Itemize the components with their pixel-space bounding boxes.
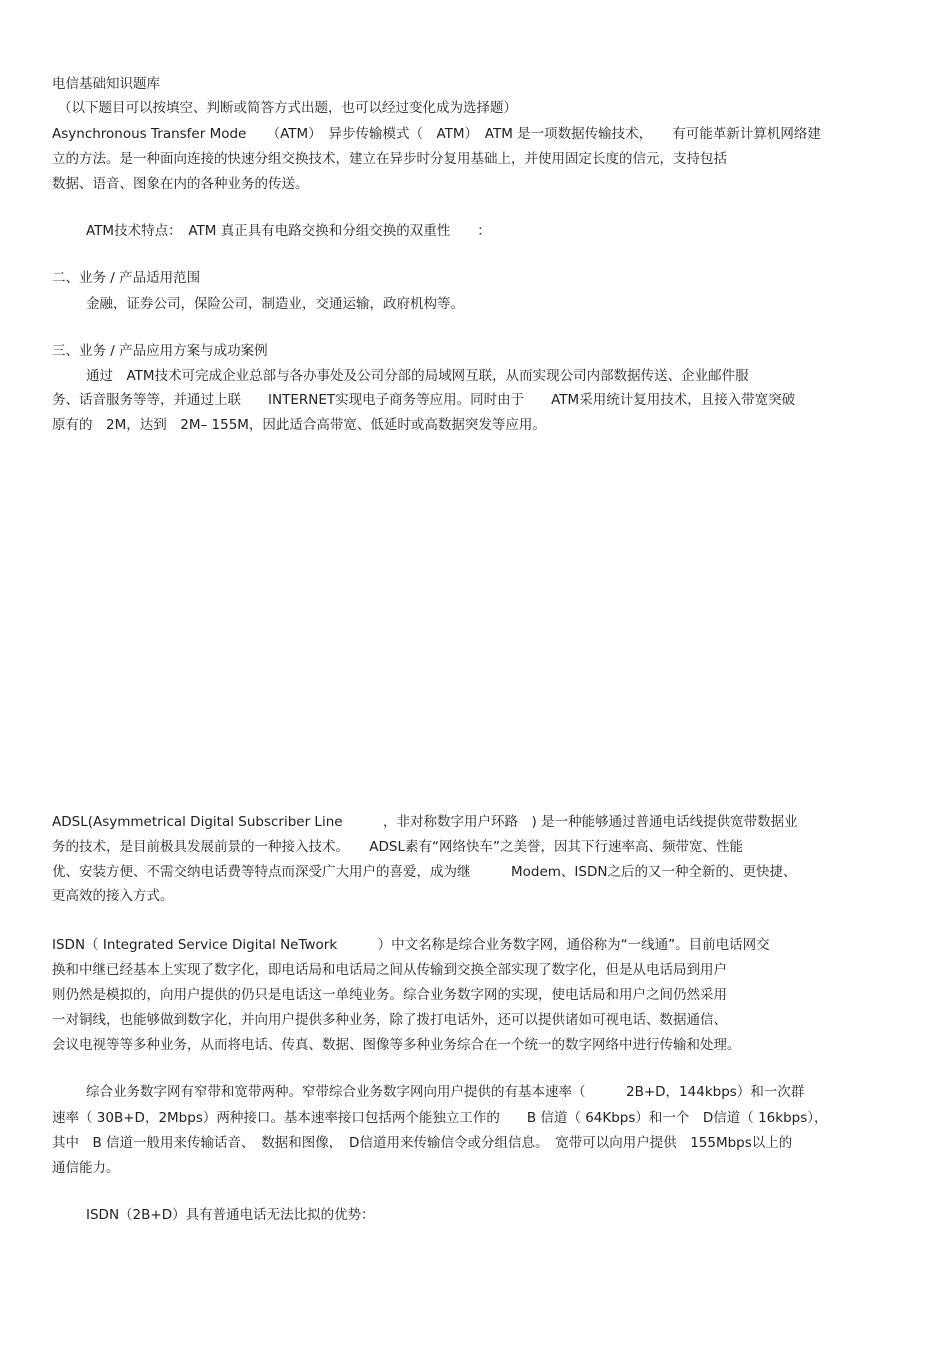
adsl-line-2: 务的技术，是目前极具发展前景的一种接入技术。 ADSL素有“网络快车”之美誉，因其下行速率高、频带宽、性能 [52, 839, 743, 855]
isdn-line-5: 会议电视等等多种业务，从而将电话、传真、数据、图像等多种业务综合在一个统一的数字网络中进行传输和处理。 [52, 1037, 741, 1053]
atm-feature-line: ATM技术特点： ATM 真正具有电路交换和分组交换的双重性 ： [86, 223, 491, 239]
isdn-line-3: 则仍然是模拟的，向用户提供的仍只是电话这一单纯业务。综合业务数字网的实现，使电话局和用户之间仍然采用 [52, 987, 727, 1003]
isdn-line-4: 一对铜线，也能够做到数字化，并向用户提供多种业务，除了拨打电话外，还可以提供诸如可视电话、数据通信、 [52, 1012, 727, 1028]
adsl-line-4: 更高效的接入方式。 [52, 888, 174, 904]
doc-title: 电信基础知识题库 [52, 76, 160, 92]
isdn-rates-line-1: 综合业务数字网有窄带和宽带两种。窄带综合业务数字网向用户提供的有基本速率（ 2B+D，144kbps）和一次群 [86, 1084, 805, 1100]
isdn-line-1: ISDN（ Integrated Service Digital NeTwork ）中文名称是综合业务数字网，通俗称为“一线通”。目前电话网交 [52, 937, 770, 953]
doc-subtitle: （以下题目可以按填空、判断或简答方式出题，也可以经过变化成为选择题） [58, 100, 517, 116]
adsl-line-1: ADSL(Asymmetrical Digital Subscriber Line ，非对称数字用户环路 ) 是一种能够通过普通电话线提供宽带数据业 [52, 814, 798, 830]
adsl-line-3: 优、安装方便、不需交纳电话费等特点而深受广大用户的喜爱，成为继 Modem、ISDN之后的又一种全新的、更快捷、 [52, 864, 797, 880]
atm-paragraph-line-2: 立的方法。是一种面向连接的快速分组交换技术，建立在异步时分复用基础上，并使用固定长度的信元，支持包括 [52, 151, 727, 167]
atm-paragraph-line-1: Asynchronous Transfer Mode （ATM） 异步传输模式（ ATM） ATM 是一项数据传输技术， 有可能革新计算机网络建 [52, 126, 821, 142]
isdn-rates-line-4: 通信能力。 [52, 1160, 120, 1176]
section3-line-2: 务、话音服务等等，并通过上联 INTERNET实现电子商务等应用。同时由于 ATM采用统计复用技术，且接入带宽突破 [52, 392, 796, 408]
section3-line-3: 原有的 2M，达到 2M– 155M，因此适合高带宽、低延时或高数据突发等应用。 [52, 417, 546, 433]
atm-paragraph-line-3: 数据、语音、图象在内的各种业务的传送。 [52, 176, 309, 192]
section3-line-1: 通过 ATM技术可完成企业总部与各办事处及公司分部的局域网互联，从而实现公司内部数据传送、企业邮件服 [86, 368, 749, 384]
isdn-rates-line-3: 其中 B 信道一般用来传输话音、 数据和图像， D信道用来传输信令或分组信息。 宽带可以向用户提供 155Mbps以上的 [52, 1135, 793, 1151]
isdn-rates-line-2: 速率（ 30B+D，2Mbps）两种接口。基本速率接口包括两个能独立工作的 B 信道（ 64Kbps）和一个 D信道（ 16kbps）， [52, 1110, 828, 1126]
isdn-line-2: 换和中继已经基本上实现了数字化，即电话局和电话局之间从传输到交换全部实现了数字化，但是从电话局到用户 [52, 962, 727, 978]
isdn-advantage-line: ISDN（2B+D）具有普通电话无法比拟的优势： [86, 1207, 375, 1223]
section3-heading: 三、业务 / 产品应用方案与成功案例 [52, 343, 268, 359]
section2-heading: 二、业务 / 产品适用范围 [52, 270, 201, 286]
section2-body: 金融，证券公司，保险公司，制造业，交通运输，政府机构等。 [86, 296, 464, 312]
